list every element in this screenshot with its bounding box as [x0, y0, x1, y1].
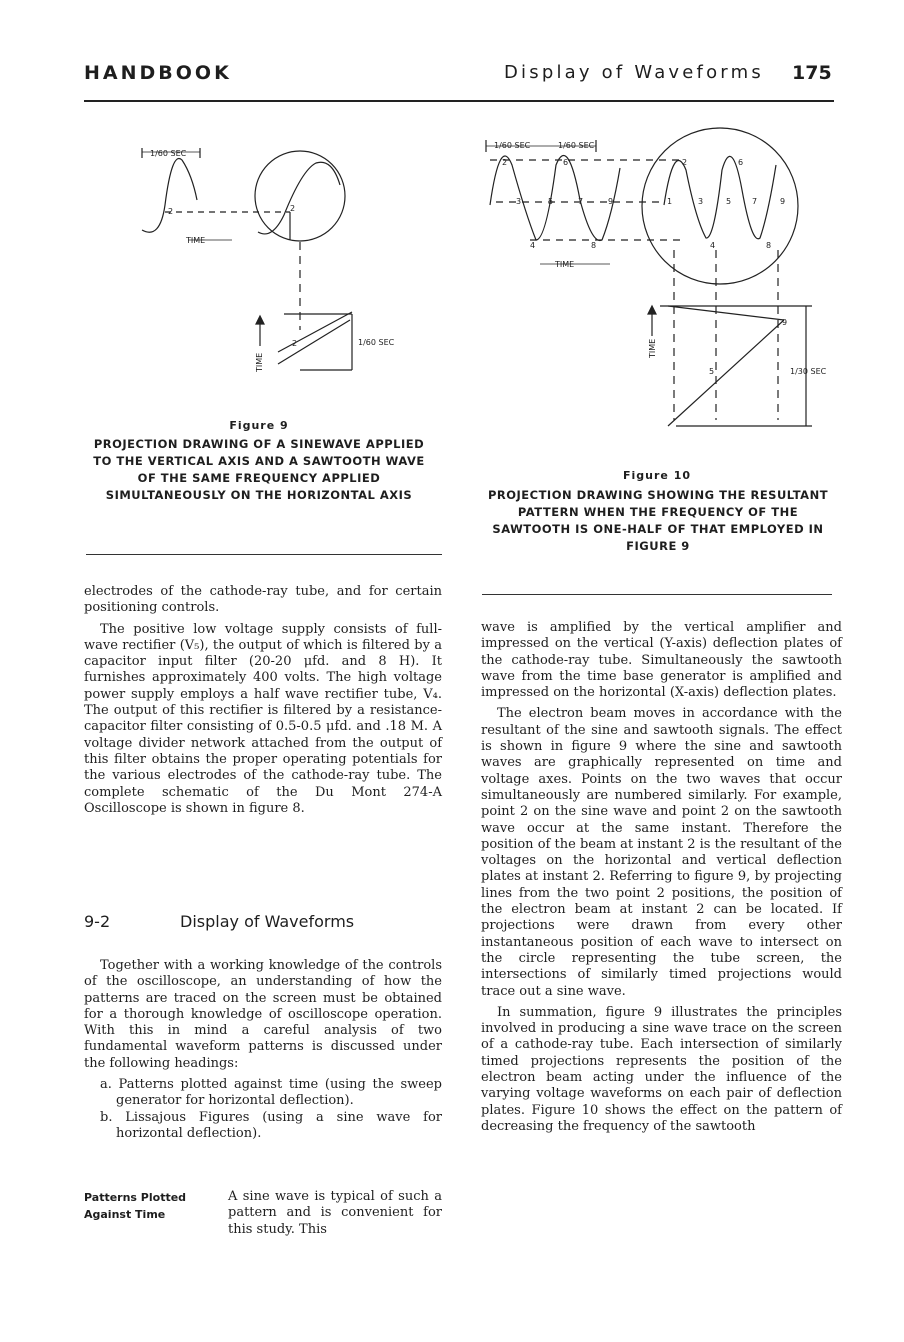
paragraph: The electron beam moves in accordance with the resultant of the sine and sawtooth signals. The effect is shown in figure 9 where the sine and sawtooth waves are graphically represented on time and voltage axes. Points on the two waves that occur simultaneously are numbered similarly. For example, point 2 on the sine wave and point 2 on the sawtooth wave occur at the same instant. Therefore the position of the beam at instant 2 is the resultant of the voltages on the horizontal and vertical deflection plates at instant 2. Referring to figure 9, by projecting lines from the two point 2 positions, the position of the electron beam at instant 2 can be located. If projections were drawn from every other instantaneous position of each wave to intersect on the circle representing the tube screen, the intersections of similarly timed projections would trace out a sine wave. — [481, 706, 842, 999]
side-heading: Patterns Plotted Against Time — [84, 1191, 187, 1221]
figure-9-label: Figure 9 — [229, 419, 289, 432]
running-header-left: HANDBOOK — [84, 62, 232, 84]
list-item: a. Patterns plotted against time (using the sweep generator for horizontal deflection). — [100, 1077, 442, 1109]
fig10-point-label: 3 — [698, 197, 704, 206]
fig10-point-label: 9 — [782, 318, 788, 327]
running-header-title: Display of Waveforms — [504, 62, 764, 83]
fig10-point-label: 2 — [502, 158, 508, 167]
fig10-time-vertical-label: TIME — [648, 338, 657, 358]
fig10-point-label: 4 — [710, 241, 716, 250]
section-number: 9-2 — [84, 912, 111, 931]
right-figure-rule — [482, 594, 832, 595]
fig10-point-label: 4 — [530, 241, 536, 250]
paragraph: electrodes of the cathode-ray tube, and for certain positioning controls. — [84, 584, 442, 616]
fig10-time-label: TIME — [555, 260, 575, 269]
fig10-point-label: 5 — [726, 197, 732, 206]
paragraph: The positive low voltage supply consists of full-wave rectifier (V₅), the output of which is filtered by a capacitor input filter (20-20 μfd. and 8 H). It furnishes approximately 400 volts. The high voltage power supply employs a half wave rectifier tube, V₄. The output of this rectifier is filtered by a resistance-capacitor filter consisting of 0.5-0.5 μfd. and .18 M. A voltage divider network attached from the output of this filter obtains the proper operating potentials for the various electrodes of the cathode-ray tube. The complete schematic of the Du Mont 274-A Oscilloscope is shown in figure 8. — [84, 621, 442, 816]
fig10-point-label: 3 — [516, 197, 522, 206]
fig9-point-label: 2 — [290, 204, 296, 213]
paragraph: Together with a working knowledge of the controls of the oscilloscope, an understanding of how the patterns are traced on the screen must be obtained for a thorough knowledge of oscilloscope operation. With this in mind a careful analysis of two fundamental waveform patterns is discussed under the following headings: — [84, 958, 442, 1071]
fig10-point-label: 8 — [766, 241, 772, 250]
figure-10-label: Figure 10 — [622, 469, 691, 482]
page-number: 175 — [792, 62, 832, 84]
section-title: Display of Waveforms — [180, 912, 355, 931]
side-paragraph: A sine wave is typical of such a pattern and is convenient for this study. This — [228, 1189, 442, 1237]
figure-10-caption: PROJECTION DRAWING SHOWING THE RESULTANT PATTERN WHEN THE FREQUENCY OF THE SAWTOOTH IS ONE-HALF OF THAT EMPLOYED IN FIGURE 9 — [487, 488, 829, 553]
fig10-point-label: 1 — [667, 197, 673, 206]
fig10-point-label: 7 — [578, 197, 584, 206]
fig9-time-label: TIME — [186, 236, 206, 245]
fig10-point-label: 5 — [548, 197, 554, 206]
list-item: b. Lissajous Figures (using a sine wave for horizontal deflection). — [100, 1109, 442, 1141]
fig10-point-label: 5 — [709, 367, 715, 376]
fig10-point-label: 7 — [752, 197, 758, 206]
fig9-point-label: 2 — [292, 339, 298, 348]
fig9-period-label: 1/60 SEC — [150, 149, 187, 158]
fig10-point-label: 2 — [682, 158, 688, 167]
fig10-point-label: 8 — [591, 241, 597, 250]
left-column-upper — [84, 584, 442, 822]
paragraph: wave is amplified by the vertical amplifier and impressed on the vertical (Y-axis) deflection plates of the cathode-ray tube. Simultaneously the sawtooth wave from the time base generator is amplified and impressed on the horizontal (X-axis) deflection plates. — [481, 620, 842, 701]
fig10-sweep-label: 1/30 SEC — [790, 367, 827, 376]
paragraph: In summation, figure 9 illustrates the principles involved in producing a sine wave trace on the screen of a cathode-ray tube. Each intersection of similarly timed projections represents the position of the electron beam acting under the influence of the varying voltage waveforms on each pair of deflection plates. Figure 10 shows the effect on the pattern of decreasing the frequency of the sawtooth — [481, 1004, 842, 1134]
fig10-point-label: 6 — [738, 158, 744, 167]
fig9-time-vertical-label: TIME — [255, 352, 264, 372]
fig10-period-label: 1/60 SEC — [494, 141, 531, 150]
left-figure-rule — [86, 554, 442, 555]
fig10-point-label: 9 — [780, 197, 786, 206]
right-column — [481, 620, 842, 1140]
fig9-point-label: 2 — [168, 207, 174, 216]
fig10-point-label: 6 — [563, 158, 569, 167]
fig10-point-label: 9 — [608, 197, 614, 206]
figure-10-lines — [486, 128, 812, 426]
fig10-period-label: 1/60 SEC — [558, 141, 595, 150]
left-column-lower — [84, 958, 442, 1147]
figure-9-caption: PROJECTION DRAWING OF A SINEWAVE APPLIED TO THE VERTICAL AXIS AND A SAWTOOTH WAVE OF THE SAME FREQUENCY APPLIED SIMULTANEOUSLY ON THE HORIZONTAL AXIS — [93, 437, 425, 502]
fig9-sweep-label: 1/60 SEC — [358, 338, 395, 347]
